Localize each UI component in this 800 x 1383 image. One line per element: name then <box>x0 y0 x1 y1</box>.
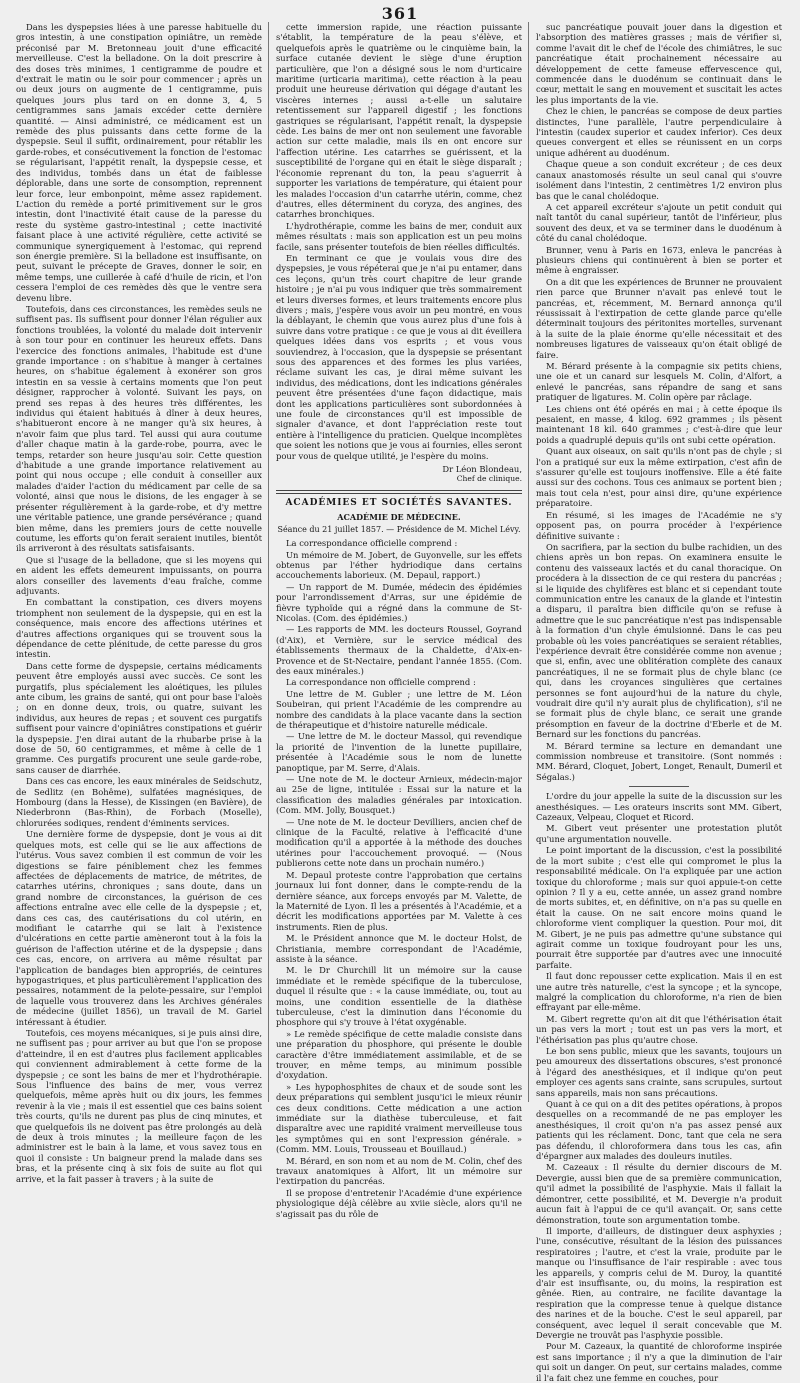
paragraph: Une lettre de M. Gubler ; une lettre de M. Léon Soubeiran, qui prient l'Académie de les comprendre au nombre des candidats à la place vacante dans la section de thérapeutique et d'histoire naturelle médicale. <box>276 688 522 730</box>
paragraph: Il faut donc repousser cette explication. Mais il en est une autre très naturelle, c'est la syncope ; et la syncope, malgré la complication du chloroforme, n'a rien de bien effrayant par elle-même. <box>536 971 782 1013</box>
column-1 <box>16 22 262 1184</box>
paragraph: Les chiens ont été opérés en mai ; à cette époque ils pesaient, en masse, 4 kilog. 692 grammes ; ils pèsent maintenant 18 kil. 640 grammes ; c'est-à-dire que leur poids a quadruplé depuis qu'ils ont subi cette opération. <box>536 403 782 445</box>
paragraph: Quant à ce qui on a dit des petites opérations, à propos desquelles on a recommandé de ne pas employer les anesthésiques, il croit qu'on n'a pas assez pensé aux patients qui les réclament. Donc, tant que cela ne sera pas défendu, il chloroformera dans tous les cas, afin d'épargner aux malades des douleurs inutiles. <box>536 1099 782 1162</box>
paragraph: M. Gibert regrette qu'on ait dit que l'éthérisation était un pas vers la mort ; tout est un pas vers la mort, et l'éthérisation pas plus qu'autre chose. <box>536 1013 782 1045</box>
column-3 <box>536 22 782 1383</box>
paragraph: Il importe, d'ailleurs, de distinguer deux asphyxies ; l'une, consécutive, résultant de la lésion des puissances respiratoires ; l'autre, et c'est la vraie, produite par le manque ou l'insuffisance de l'air respirable : avec tous les appareils, y compris celui de M. Duroy, la quantité d'air est insuffisante, ou, du moins, la respiration est gênée. Rien, au contraire, ne facilite davantage la respiration que la compresse tenue à quelque distance des narines et de la bouche. C'est le seul appareil, par conséquent, avec lequel il serait concevable que M. Devergie ne trouvât pas l'asphyxie possible. <box>536 1225 782 1340</box>
section-rule <box>276 490 522 491</box>
paragraph: Toutefois, ces moyens mécaniques, si je puis ainsi dire, ne suffisent pas ; pour arriver au but que l'on se propose d'atteindre, il en est d'autres plus facilement applicables qui conviennent admirablement à cette forme de la dyspepsie ; ce sont les bains de mer et l'hydrothérapie. Sous l'influence des bains de mer, vous verrez quelquefois, même après huit ou dix jours, les femmes revenir à la vie ; mais il est essentiel que ces bains soient très courts, qu'ils ne durent pas plus de cinq minutes, et que quelquefois ils ne doivent pas être prolongés au delà de deux à trois minutes ; la meilleure façon de les administrer est le bain à la lame, et vous savez tous en quoi il consiste : Un baigneur prend la malade dans ses bras, et la présente cinq à six fois de suite au flot qui arrive, et la fait passer à travers ; à la suite de <box>16 1028 262 1184</box>
paragraph: Il se propose d'entretenir l'Académie d'une expérience physiologique déjà célèbre au xviie siècle, alors qu'il ne s'agissait pas du rôle de <box>276 1187 522 1219</box>
paragraph: En combattant la constipation, ces divers moyens triomphent non seulement de la dyspepsie, qui en est la conséquence, mais encore des affections utérines et d'autres affections organiques qui se trouvent sous la dépendance de cette plénitude, de cette paresse du gros intestin. <box>16 597 262 660</box>
paragraph: Chez le chien, le pancréas se compose de deux parties distinctes, l'une parallèle, l'autre perpendiculaire à l'intestin (caudex superior et caudex inferior). Ces deux queues convergent et elles se réunissent en un corps unique adhérent au duodénum. <box>536 106 782 158</box>
paragraph: Une dernière forme de dyspepsie, dont je vous ai dit quelques mots, est celle qui se lie aux affections de l'utérus. Vous savez combien il est commun de voir les digestions se faire péniblement chez les femmes affectées de déplacements de matrice, de métrites, de catarrhes utérins, chroniques ; sans doute, dans un grand nombre de circonstances, la guérison de ces affections entraîne avec elle celle de la dyspepsie ; et, dans ces cas, des cautérisations du col utérin, en modifiant le catarrhe qui se lait à l'existence d'ulcérations en cette partie amèneront tout à la fois la guérison de l'affection utérine et de la dyspepsie ; dans ces cas, encore, on arrivera au même résultat par l'application de bandages bien appropriés, de ceintures hypogastriques, et plus particulièrement l'application des pessaires, notamment de la pelote-pessaire, sur l'emploi de laquelle vous trouverez dans les Archives générales de médecine (juillet 1856), un travail de M. Gariel intéressant à étudier. <box>16 829 262 1027</box>
paragraph: cette immersion rapide, une réaction puissante s'établit, la température de la peau s'élève, et quelquefois après le quatrième ou le cinquième bain, la surface cutanée devient le siège d'une éruption particulière, que l'on a désigné sous le nom d'urticaire maritime (urticaria maritima), cette réaction à la peau produit une heureuse dérivation qui dégage d'autant les viscères internes ; aussi a-t-elle un salutaire retentissement sur l'appareil digestif ; les fonctions gastriques se régularisant, l'appétit renaît, la dyspepsie cède. Les bains de mer ont non seulement une favorable action sur cette maladie, mais ils en ont encore sur l'affection utérine. Les catarrhes se guérissent, et la susceptibilité de l'organe qui en était le siège disparaît ; l'économie reprenant du ton, la peau s'aguerrit à supporter les variations de température, qui étaient pour les malades l'occasion d'un catarrhe utérin, comme, chez d'autres, elles déterminent du coryza, des angines, des catarrhes bronchiques. <box>276 22 522 220</box>
paragraph: » Le remède spécifique de cette maladie consiste dans une préparation du phosphore, qui présente le double caractère d'être immédiatement assimilable, et de se trouver, en même temps, au minimum possible d'oxydation. <box>276 1028 522 1081</box>
paragraph: M. Bérard termine sa lecture en demandant une commission nombreuse et transitoire. (Sont nommés : MM. Bérard, Cloquet, Jobert, Longet, Renault, Dumeril et Ségalas.) <box>536 740 782 782</box>
paragraph: Toutefois, dans ces circonstances, les remèdes seuls ne suffisent pas. Ils suffisent pour donner l'élan régulier aux fonctions troublées, la volonté du malade doit intervenir à son tour pour en continuer les heureux effets. Dans l'exercice des fonctions animales, l'habitude est d'une grande importance : on s'habitue à manger à certaines heures, on s'habitue également à exonérer son gros intestin en sa vessie à certains moments que l'on peut désigner, rapprocher à volonté. Suivant les pays, on prend ses repas à des heures très différentes, les individus qui étaient habitués à dîner à deux heures, s'habitueront encore à ne manger qu'à six heures, à n'avoir faim que plus tard. Tel aussi qui aura coutume d'aller chaque matin à la garde-robe, pourra, avec le temps, retarder son heure jusqu'au soir. Cette question d'habitude a une grande importance relativement au point qui nous occupe ; elle conduit à conseiller aux malades d'aider l'action du médicament par celle de sa volonté, ainsi que nous le disions, de les engager à se présenter régulièrement à la garde-robe, et d'y mettre une véritable patience, une grande persévérance ; quand bien même, dans les premiers jours de cette nouvelle coutume, les efforts qu'on ferait seraient inutiles, bientôt ils arriveront à des résultats satisfaisants. <box>16 303 262 554</box>
subsection-heading: ACADÉMIE DE MÉDECINE. <box>337 512 461 523</box>
paragraph: M. Bérard présente à la compagnie six petits chiens, une oie et un canard sur lesquels M. Colin, d'Alfort, a enlevé le pancréas, sans répandre de sang et sans pratiquer de ligatures. M. Colin opère par râclage. <box>536 361 782 403</box>
paragraph: En résumé, si les images de l'Académie ne s'y opposent pas, on pourra procéder à l'expérience définitive suivante : <box>536 509 782 541</box>
section-heading: ACADÉMIES ET SOCIÉTÉS SAVANTES. <box>285 497 513 508</box>
signature-name: Dr Léon Blondeau, <box>442 464 522 475</box>
paragraph: M. Cazeaux : Il résulte du dernier discours de M. Devergie, aussi bien que de sa première communication, qu'il admet la possibilité de l'asphyxie. Mais il fallait la démontrer, cette possibilité, et M. Devergie n'a produit aucun fait à l'appui de ce qu'il avançait. Or, sans cette démonstration, toute son argumentation tombe. <box>536 1162 782 1225</box>
paragraph: — Une lettre de M. le docteur Massol, qui revendique la priorité de l'invention de la lunette pupillaire, présentée à l'Académie sous le nom de lunette panoptique, par M. Serre, d'Alais. <box>276 731 522 773</box>
paragraph: Le point important de la discussion, c'est la possibilité de la mort subite ; c'est elle qui compromet le plus la responsabilité médicale. On l'a expliquée par une action toxique du chloroforme ; mais sur quoi appuie-t-on cette opinion ? Il y a eu, cette année, un assez grand nombre de morts subites, et, en définitive, on n'a pas su quelle en était la cause. On ne sait encore moins quand le chloroforme vient compliquer la question. Pour moi, dit M. Gibert, je ne puis pas admettre qu'une substance qui agirait comme un toxique foudroyant pour les uns, pourrait être supportée par d'autres avec une innocuité parfaite. <box>536 845 782 970</box>
section-rule <box>276 493 522 494</box>
paragraph: Que si l'usage de la belladone, que si les moyens qui en aident les effets demeurent impuissants, on pourra alors conseiller des lavements d'eau fraîche, comme adjuvants. <box>16 554 262 596</box>
paragraph: — Une note de M. le docteur Arnieux, médecin-major au 25e de ligne, intitulée : Essai sur la nature et la classification des maladies générales par intoxication. (Com. MM. Jolly, Bousquet.) <box>276 774 522 816</box>
paragraph: La correspondance non officielle comprend : <box>286 677 476 688</box>
author-signature <box>276 464 522 485</box>
page-number: 361 <box>381 4 419 23</box>
paragraph: M. le Président annonce que M. le docteur Holst, de Christiania, membre correspondant de l'Académie, assiste à la séance. <box>276 933 522 964</box>
paragraph: L'ordre du jour appelle la suite de la discussion sur les anesthésiques. — Les orateurs inscrits sont MM. Gibert, Cazeaux, Velpeau, Cloquet et Ricord. <box>536 791 782 823</box>
paragraph: — Les rapports de MM. les docteurs Roussel, Goyrand (d'Aix), et Vernière, sur le service médical des établissements thermaux de la Chaldette, d'Aix-en-Provence et de St-Nectaire, pendant l'année 1855. (Com. des eaux minérales.) <box>276 624 522 676</box>
column-2 <box>276 22 522 1219</box>
paragraph: Dans ces cas encore, les eaux minérales de Seidschutz, de Sedlitz (en Bohême), sulfatées magnésiques, de Hombourg (dans la Hesse), de Kissingen (en Bavière), de Niederbronn (Bas-Rhin), de Forbach (Moselle), chlorurées sodiques, rendent d'éminents services. <box>16 776 262 828</box>
paragraph: A cet appareil excréteur s'ajoute un petit conduit qui naît tantôt du canal supérieur, tantôt de l'inférieur, plus souvent des deux, et va se terminer dans le duodénum à côté du canal cholédoque. <box>536 201 782 244</box>
paragraph: » Les hypophosphites de chaux et de soude sont les deux préparations qui semblent jusqu'ici le mieux réunir ces deux conditions. Cette médication a une action immédiate sur la diathèse tuberculeuse, et fait disparaître avec une rapidité vraiment merveilleuse tous les symptômes qui en sont l'expression générale. » (Comm. MM. Louis, Trousseau et Bouillaud.) <box>276 1081 522 1155</box>
paragraph: Quant aux oiseaux, on sait qu'ils n'ont pas de chyle ; si l'on a pratiqué sur eux la même extirpation, c'est afin de s'assurer qu'elle est toujours inoffensive. Elle a été faite aussi sur des cochons. Tous ces animaux se portent bien ; mais tout cela n'est, pour ainsi dire, qu'une expérience préparatoire. <box>536 446 782 509</box>
paragraph: On sacrifiera, par la section du bulbe rachidien, un des chiens après un bon repas. On examinera ensuite le contenu des vaisseaux lactés et du canal thoracique. On procédera à la dissection de ce qui restera du pancréas ; si le liquide des chylifères est blanc et si cependant toute communication entre les canaux de la glande et l'intestin a disparu, il paraîtra bien difficile qu'on se refuse à admettre que le suc pancréatique n'est pas indispensable à la formation d'un chyle émulsionné. Dans le cas peu probable où les voies pancréatiques se seraient rétablies, l'expérience devrait être considérée comme non avenue ; que si, enfin, avec une oblitération complète des canaux pancréatiques, il ne se formait plus de chyle blanc (ce qui, dans les croyances singulières que certaines personnes se font aujourd'hui de la nature du chyle, voudrait dire qu'il n'y aurait plus de chylification), s'il ne se formait plus de chyle blanc, ce serait une grande présomption en faveur de la doctrine d'Eberle et de M. Bernard sur les fonctions du pancréas. <box>536 541 782 740</box>
paragraph: La correspondance officielle comprend : <box>286 538 458 549</box>
paragraph: M. Gibert veut présenter une protestation plutôt qu'une argumentation nouvelle. <box>536 823 782 844</box>
column-divider <box>268 22 269 1102</box>
paragraph: suc pancréatique pouvait jouer dans la digestion et l'absorption des matières grasses ; mais de vérifier si, comme l'avait dit le chef de l'école des chimiâtres, le suc pancréatique était prochainement nécessaire au développement de cette fameuse effervescence qui, commencée dans le duodénum se continuait dans le cœur, mettait le sang en mouvement et suscitait les actes les plus importants de la vie. <box>536 22 782 105</box>
session-line: Séance du 21 juillet 1857. — Présidence de M. Michel Lévy. <box>277 524 521 534</box>
paragraph: Dans les dyspepsies liées à une paresse habituelle du gros intestin, à une constipation opiniâtre, un remède préconisé par M. Bretonneau jouit d'une efficacité merveilleuse. C'est la belladone. On la doit prescrire à des doses très minimes, 1 centigramme de poudre et d'extrait le matin ou le soir pour commencer ; après un ou deux jours on augmente de 1 centigramme, puis quelques jours plus tard on en donne 3, 4, 5 centigrammes sans jamais excéder cette dernière quantité. — Ainsi administré, ce médicament est un remède des plus puissants dans cette forme de la dyspepsie. Seul il suffit, ordinairement, pour rétablir les garde-robes, et consécutivement la fonction de l'estomac se régularisant, l'appétit renaît, la dyspepsie cesse, et des individus, tombés dans un état de faiblesse déplorable, dans une sorte de consomption, reprennent leur force, leur embonpoint, même assez rapidement. L'action du remède a porté primitivement sur le gros intestin, dont l'inactivité était cause de la paresse du reste du système gastro-intestinal ; cette inactivité faisant place à une activité régulière, cette activité se communique synergiquement à l'estomac, qui reprend son énergie première. Si la belladone est insuffisante, on peut, suivant le précepte de Graves, donner le soir, en même temps, une cuillerée à café d'huile de ricin, et l'on cessera l'emploi de ces remèdes dès que le ventre sera devenu libre. <box>16 22 262 303</box>
paragraph: M. le Dr Churchill lit un mémoire sur la cause immédiate et le remède spécifique de la tuberculose, duquel il résulte que : « la cause immédiate, ou, tout au moins, une condition essentielle de la diathèse tuberculeuse, c'est la diminution dans l'économie du phosphore qui s'y trouve à l'état oxygénable. <box>276 965 522 1028</box>
signature-title: Chef de clinique. <box>456 474 522 484</box>
paragraph: — Un rapport de M. Dumée, médecin des épidémies pour l'arrondissement d'Arras, sur une épidémie de fièvre typhoïde qui a régné dans la commune de St-Nicolas. (Com. des épidémies.) <box>276 581 522 623</box>
paragraph: On a dit que les expériences de Brunner ne prouvaient rien parce que Brunner n'avait pas enlevé tout le pancréas, et, récemment, M. Bernard annonça qu'il réussissait à l'extirpation de cette glande parce qu'elle déterminait toujours des péritonites mortelles, survenant à la suite de la plaie énorme qu'elle nécessitait et des nombreuses ligatures de vaisseaux qu'on était obligé de faire. <box>536 276 782 360</box>
paragraph: M. Bérard, en son nom et au nom de M. Colin, chef des travaux anatomiques à Alfort, lit un mémoire sur l'extirpation du pancréas. <box>276 1155 522 1187</box>
paragraph: Le bon sens public, mieux que les savants, toujours un peu amoureux des dissertations obscures, s'est prononcé à l'égard des anesthésiques, et il indique qu'on peut employer ces agents sans crainte, sans scrupules, surtout sans appareils, mais non sans précautions. <box>536 1046 782 1098</box>
paragraph: En terminant ce que je voulais vous dire des dyspepsies, je vous répéterai que je n'ai pu entamer, dans ces leçons, qu'un très court chapitre de leur grande histoire ; je n'ai pu vous indiquer que très sommairement et leurs diverses formes, et leurs traitements encore plus divers ; mais, j'espère vous avoir un peu montré, en vous la déblayant, le chemin que vous aurez plus d'une fois à suivre dans votre pratique : ce que je vous ai dit éveillera quelques idées dans vos esprits ; et vous vous souviendrez, à l'occasion, que la dyspepsie se présentant sous des apparences et des formes les plus variées, réclame suivant les cas, je dirai même suivant les individus, des médications, dont les indications générales peuvent être présentées d'une façon didactique, mais dont les applications particulières sont subordonnées à une foule de circonstances qu'il est impossible de signaler d'avance, et dont l'appréciation reste tout entière à l'intelligence du praticien. Quelque incomplètes que soient les notions que je vous ai fournies, elles seront pour vous de quelque utilité, je l'espère du moins. <box>276 252 522 461</box>
paragraph: Dans cette forme de dyspepsie, certains médicaments peuvent être employés aussi avec succès. Ce sont les purgatifs, plus spécialement les aloétiques, les pilules ante cibum, les grains de santé, qui ont pour base l'aloès ; on en donne deux, trois, ou quatre, suivant les individus, aux heures de repas ; et souvent ces purgatifs suffisent pour vaincre d'opiniâtres constipations et guérir la dyspepsie. J'en dirai autant de la rhubarbe prise à la dose de 50, 60 centigrammes, et même à celle de 1 gramme. Ces purgatifs procurent une seule garde-robe, sans causer de diarrhée. <box>16 660 262 775</box>
paragraph: M. Depaul proteste contre l'approbation que certains journaux lui font donner, dans le compte-rendu de la dernière séance, aux forceps envoyés par M. Valette, de la Maternité de Lyon. Il les a présentés à l'Académie, et a décrit les modifications apportées par M. Valette à ces instruments. Rien de plus. <box>276 869 522 932</box>
paragraph: Pour M. Cazeaux, la quantité de chloroforme inspirée est sans importance ; il n'y a que la diminution de l'air qui soit un danger. On peut, sur certains malades, comme il l'a fait chez une femme en couches, pour <box>536 1341 782 1383</box>
paragraph: — Une note de M. le docteur Devilliers, ancien chef de clinique de la Faculté, relative à l'efficacité d'une modification qu'il a apportée à la méthode des douches utérines pour l'accouchement provoqué. — (Nous publierons cette note dans un prochain numéro.) <box>276 816 522 869</box>
column-divider <box>528 22 529 1102</box>
paragraph: Brunner, venu à Paris en 1673, enleva le pancréas à plusieurs chiens qui continuèrent à bien se porter et même à engraisser. <box>536 244 782 276</box>
paragraph: L'hydrothérapie, comme les bains de mer, conduit aux mêmes résultats : mais son application est un peu moins facile, sans présenter toutefois de bien réelles difficultés. <box>276 220 522 252</box>
section-rule <box>629 786 689 787</box>
paragraph: Chaque queue a son conduit excréteur ; de ces deux canaux anastomosés résulte un seul canal qui s'ouvre isolément dans l'intestin, 2 centimètres 1/2 environ plus bas que le canal cholédoque. <box>536 159 782 201</box>
paragraph: Un mémoire de M. Jobert, de Guyonvelle, sur les effets obtenus par l'éther hydriodique dans certains accouchements laborieux. (M. Depaul, rapport.) <box>276 549 522 581</box>
